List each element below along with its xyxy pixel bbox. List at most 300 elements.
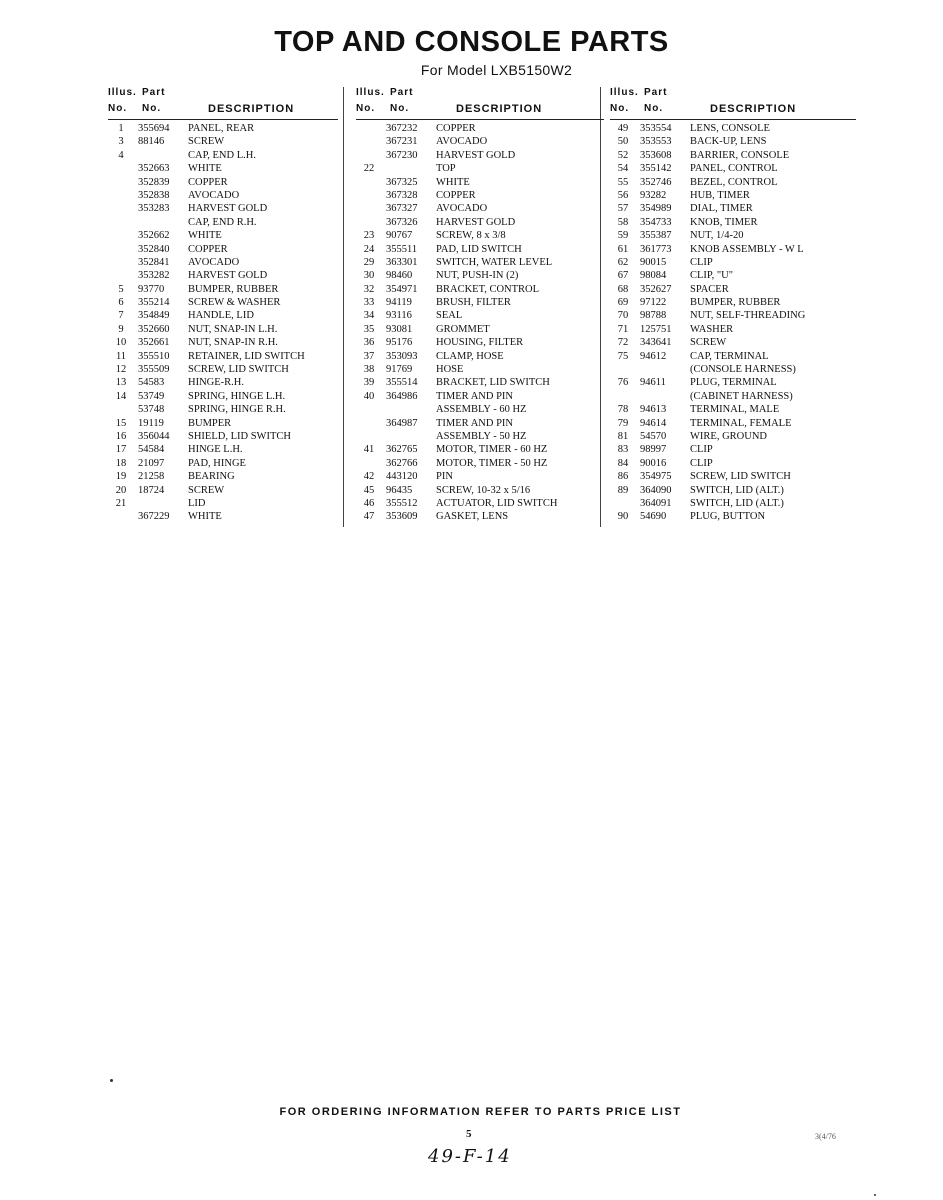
part-description: SPRING, HINGE R.H. [188,404,286,416]
part-number: 98460 [386,270,413,282]
part-description: PIN [436,471,453,483]
part-description: ASSEMBLY - 50 HZ [436,430,527,442]
part-number: 21258 [138,471,165,483]
part-description: CLIP, "U" [690,270,733,282]
table-row [610,457,856,470]
part-description: PLUG, BUTTON [690,511,766,523]
illus-number: 21 [115,497,127,509]
table-row [356,256,604,269]
table-row [610,484,856,497]
illus-number: 30 [363,270,375,282]
table-row [356,216,604,229]
part-number: 353554 [640,123,672,134]
table-row [108,309,338,322]
part-number: 94613 [640,404,667,416]
part-number: 352746 [640,176,672,188]
part-description: BRACKET, CONTROL [436,283,540,295]
illus-number: 49 [617,123,629,134]
illus-number: 45 [363,484,375,496]
part-description: SPRING, HINGE L.H. [188,390,286,402]
illus-number: 22 [363,163,375,175]
part-description: WHITE [188,511,222,523]
part-description: PLUG, TERMINAL [690,377,777,389]
part-description: NUT, SELF-THREADING [690,310,806,322]
illus-number: 40 [363,390,375,402]
table-row [108,283,338,296]
part-header: Part [142,87,166,98]
illus-number: 39 [363,377,375,389]
illus-number: 13 [115,377,127,389]
part-number: 353282 [138,270,170,282]
part-description: BUMPER [188,417,232,429]
part-description: SCREW & WASHER [188,297,281,309]
part-number: 362766 [386,457,418,469]
part-description: AVOCADO [188,189,240,201]
part-header: Part [390,87,414,98]
table-row [356,390,604,403]
part-description: WHITE [188,230,222,242]
part-number: 18724 [138,484,165,496]
part-number: 125751 [640,323,672,335]
part-number: 443120 [386,471,418,483]
part-description: HOUSING, FILTER [436,337,524,349]
table-row [356,336,604,349]
part-description: NUT, PUSH-IN (2) [436,270,519,282]
part-number: 98997 [640,444,667,456]
table-row [108,162,338,175]
part-number: 93770 [138,283,165,295]
part-number: 361773 [640,243,672,255]
part-number: 352661 [138,337,170,349]
part-number: 343641 [640,337,672,349]
illus-header: Illus. [108,87,137,98]
part-number: 367229 [138,511,170,523]
scan-speck [874,1194,876,1196]
part-description: PAD, HINGE [188,457,246,469]
part-number: 367230 [386,149,418,161]
part-description: AVOCADO [436,136,488,148]
table-row [356,457,604,470]
part-description: CLIP [690,256,713,268]
part-number: 91769 [386,364,413,376]
illus-number: 46 [363,497,375,509]
table-row [610,216,856,229]
part-description: SCREW [188,484,225,496]
part-number: 364090 [640,484,672,496]
part-number: 356044 [138,430,170,442]
table-row [108,202,338,215]
table-row [108,176,338,189]
illus-number: 32 [363,283,375,295]
illus-number: 11 [115,350,127,362]
part-description: GROMMET [436,323,490,335]
table-row [356,470,604,483]
part-number: 54583 [138,377,165,389]
column-header [108,87,338,120]
illus-number: 69 [617,297,629,309]
illus-number: 14 [115,390,127,402]
part-number: 90016 [640,457,667,469]
table-row [610,323,856,336]
part-number: 352660 [138,323,170,335]
part-description: TIMER AND PIN [436,390,514,402]
table-row [356,149,604,162]
illus-number: 75 [617,350,629,362]
table-row [108,510,338,523]
table-row [356,162,604,175]
description-header: DESCRIPTION [456,103,543,115]
description-header: DESCRIPTION [710,103,797,115]
no-header: No. [644,103,664,114]
table-row [610,202,856,215]
part-description: ASSEMBLY - 60 HZ [436,404,527,416]
part-description: WIRE, GROUND [690,430,767,442]
table-row [610,296,856,309]
illus-number: 34 [363,310,375,322]
table-row [610,269,856,282]
table-row [108,376,338,389]
part-description: CLIP [690,444,713,456]
table-row [108,363,338,376]
part-number: 54570 [640,430,667,442]
illus-number: 90 [617,511,629,523]
table-row [356,323,604,336]
part-number: 364091 [640,497,672,509]
part-description: HANDLE, LID [188,310,254,322]
part-description: ACTUATOR, LID SWITCH [436,497,558,509]
illus-number: 78 [617,404,629,416]
part-number: 353093 [386,350,418,362]
table-row [108,403,338,416]
illus-number: 59 [617,230,629,242]
part-description: (CABINET HARNESS) [690,390,793,402]
part-description: SPACER [690,283,729,295]
illus-number: 57 [617,203,629,215]
ordering-footer-note: FOR ORDERING INFORMATION REFER TO PARTS PRICE LIST [279,1106,682,1118]
illus-number: 58 [617,216,629,228]
table-row [610,309,856,322]
part-description: WHITE [188,163,222,175]
column-header [356,87,604,120]
illus-number: 24 [363,243,375,255]
part-description: PANEL, CONTROL [690,163,778,175]
table-row [610,229,856,242]
part-description: NUT, SNAP-IN R.H. [188,337,278,349]
part-number: 93282 [640,189,667,201]
part-number: 354733 [640,216,672,228]
part-description: RETAINER, LID SWITCH [188,350,305,362]
illus-number: 20 [115,484,127,496]
table-row [356,122,604,135]
part-description: PAD, LID SWITCH [436,243,522,255]
illus-number: 9 [118,323,124,335]
part-number: 355142 [640,163,672,175]
illus-number: 42 [363,471,375,483]
part-number: 90767 [386,230,413,242]
part-description: TIMER AND PIN [436,417,514,429]
table-row [108,497,338,510]
illus-number: 72 [617,337,629,349]
illus-number: 19 [115,471,127,483]
part-description: TERMINAL, FEMALE [690,417,792,429]
part-description: CLAMP, HOSE [436,350,504,362]
part-description: HARVEST GOLD [436,216,516,228]
part-description: SCREW [188,136,225,148]
part-number: 364987 [386,417,418,429]
part-number: 367326 [386,216,418,228]
part-number: 362765 [386,444,418,456]
part-number: 353283 [138,203,170,215]
table-row [108,296,338,309]
parts-column-2 [356,87,604,524]
column-header [610,87,856,120]
part-number: 94612 [640,350,667,362]
table-row [610,443,856,456]
part-description: HOSE [436,364,464,376]
part-description: SCREW, 10-32 x 5/16 [436,484,531,496]
part-number: 93116 [386,310,412,322]
part-description: GASKET, LENS [436,511,509,523]
part-description: CAP, TERMINAL [690,350,769,362]
part-description: COPPER [436,189,476,201]
part-number: 352627 [640,283,672,295]
part-number: 354975 [640,471,672,483]
illus-number: 33 [363,297,375,309]
illus-number: 4 [118,149,124,161]
part-number: 355510 [138,350,170,362]
illus-number: 41 [363,444,375,456]
part-number: 94611 [640,377,666,389]
part-description: WASHER [690,323,734,335]
no-header: No. [610,103,630,114]
part-number: 354989 [640,203,672,215]
illus-number: 54 [617,163,629,175]
part-number: 88146 [138,136,165,148]
table-row [356,229,604,242]
table-row [610,135,856,148]
table-row [108,135,338,148]
part-number: 353553 [640,136,672,148]
part-description: SCREW [690,337,727,349]
table-row [356,350,604,363]
table-row [610,510,856,523]
table-row [108,470,338,483]
part-number: 352839 [138,176,170,188]
part-number: 95176 [386,337,413,349]
illus-number: 55 [617,176,629,188]
table-row [108,457,338,470]
table-row [610,497,856,510]
part-description: SCREW, LID SWITCH [188,364,289,376]
table-row [610,283,856,296]
part-header: Part [644,87,668,98]
illus-number: 79 [617,417,629,429]
part-number: 97122 [640,297,667,309]
table-row [610,390,856,403]
parts-column-3 [610,87,856,524]
part-description: (CONSOLE HARNESS) [690,364,796,376]
illus-number: 61 [617,243,629,255]
part-description: MOTOR, TIMER - 60 HZ [436,444,548,456]
part-number: 19119 [138,417,164,429]
part-description: HARVEST GOLD [436,149,516,161]
illus-number: 5 [118,283,124,295]
part-description: CAP, END R.H. [188,216,257,228]
part-description: SWITCH, LID (ALT.) [690,497,784,509]
table-row [356,417,604,430]
illus-number: 38 [363,364,375,376]
handwritten-note: 49-F-14 [428,1146,512,1167]
part-description: SHIELD, LID SWITCH [188,430,291,442]
illus-number: 3 [118,136,124,148]
table-row [356,283,604,296]
table-row [610,403,856,416]
illus-number: 29 [363,256,375,268]
illus-number: 62 [617,256,629,268]
part-number: 363301 [386,256,418,268]
part-description: LENS, CONSOLE [690,123,770,134]
part-number: 90015 [640,256,667,268]
part-number: 355512 [386,497,418,509]
illus-number: 10 [115,337,127,349]
table-row [610,430,856,443]
no-header: No. [142,103,162,114]
illus-header: Illus. [610,87,639,98]
part-number: 367232 [386,123,418,134]
part-description: BUMPER, RUBBER [188,283,279,295]
part-number: 353608 [640,149,672,161]
part-description: TERMINAL, MALE [690,404,780,416]
part-description: SCREW, LID SWITCH [690,471,791,483]
part-description: BARRIER, CONSOLE [690,149,790,161]
part-description: HARVEST GOLD [188,203,268,215]
illus-number: 83 [617,444,629,456]
table-row [610,363,856,376]
part-number: 355214 [138,297,170,309]
table-row [356,269,604,282]
illus-number: 36 [363,337,375,349]
table-row [356,403,604,416]
part-description: DIAL, TIMER [690,203,753,215]
part-description: BRUSH, FILTER [436,297,511,309]
table-row [356,243,604,256]
illus-number: 47 [363,511,375,523]
illus-number: 37 [363,350,375,362]
part-description: BEZEL, CONTROL [690,176,778,188]
illus-header: Illus. [356,87,385,98]
part-number: 354849 [138,310,170,322]
part-number: 352838 [138,189,170,201]
illus-number: 35 [363,323,375,335]
table-row [356,510,604,523]
table-row [108,417,338,430]
part-number: 53749 [138,390,165,402]
table-row [108,149,338,162]
part-number: 94119 [386,297,412,309]
illus-number: 86 [617,471,629,483]
table-row [108,430,338,443]
part-description: BEARING [188,471,235,483]
part-description: COPPER [436,123,476,134]
table-row [610,149,856,162]
table-row [356,484,604,497]
table-row [610,122,856,135]
part-description: MOTOR, TIMER - 50 HZ [436,457,548,469]
part-number: 94614 [640,417,667,429]
part-number: 93081 [386,323,413,335]
table-row [108,390,338,403]
illus-number: 1 [118,123,124,134]
table-row [610,350,856,363]
part-number: 355694 [138,123,170,134]
table-row [610,189,856,202]
part-description: KNOB ASSEMBLY - W L [690,243,804,255]
table-row [356,443,604,456]
table-row [610,256,856,269]
illus-number: 84 [617,457,629,469]
table-row [108,229,338,242]
part-number: 367231 [386,136,418,148]
table-row [108,443,338,456]
table-row [356,309,604,322]
part-description: HARVEST GOLD [188,270,268,282]
illus-number: 70 [617,310,629,322]
part-number: 21097 [138,457,165,469]
column-divider [343,87,344,527]
part-description: SCREW, 8 x 3/8 [436,230,506,242]
model-subtitle: For Model LXB5150W2 [420,62,573,78]
table-row [108,323,338,336]
parts-rows [356,122,604,524]
no-header: No. [356,103,376,114]
table-row [108,243,338,256]
part-description: AVOCADO [188,256,240,268]
table-row [356,135,604,148]
table-row [108,256,338,269]
table-row [356,376,604,389]
part-description: CAP, END L.H. [188,149,256,161]
illus-number: 16 [115,430,127,442]
part-number: 367327 [386,203,418,215]
illus-number: 89 [617,484,629,496]
part-description: BUMPER, RUBBER [690,297,781,309]
part-number: 54690 [640,511,667,523]
table-row [610,336,856,349]
description-header: DESCRIPTION [208,103,295,115]
part-description: BACK-UP, LENS [690,136,767,148]
part-description: LID [188,497,206,509]
table-row [610,417,856,430]
part-description: CLIP [690,457,713,469]
illus-number: 15 [115,417,127,429]
table-row [108,216,338,229]
illus-number: 52 [617,149,629,161]
part-number: 355387 [640,230,672,242]
table-row [108,336,338,349]
part-number: 355514 [386,377,418,389]
part-number: 54584 [138,444,165,456]
illus-number: 23 [363,230,375,242]
illus-number: 7 [118,310,124,322]
part-description: SWITCH, WATER LEVEL [436,256,553,268]
part-number: 354971 [386,283,418,295]
table-row [108,269,338,282]
part-description: BRACKET, LID SWITCH [436,377,550,389]
table-row [610,162,856,175]
part-number: 352663 [138,163,170,175]
part-number: 98084 [640,270,667,282]
part-description: SEAL [436,310,463,322]
